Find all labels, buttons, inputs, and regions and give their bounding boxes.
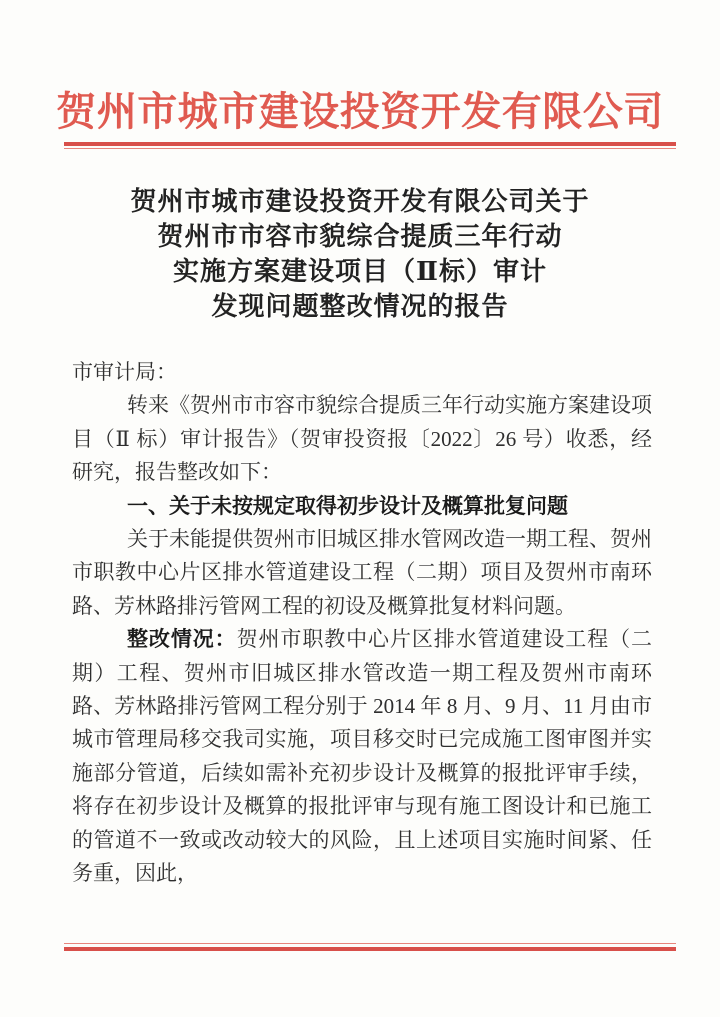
document-title — [30, 184, 690, 324]
letterhead-double-rule — [64, 142, 676, 149]
paragraph-lead-label: 整改情况： — [127, 628, 237, 652]
rule-thick-line — [64, 142, 676, 146]
document-body — [72, 356, 652, 891]
body-paragraph: 整改情况：贺州市职教中心片区排水管道建设工程（二期）工程、贺州市旧城区排水管改造一期工程及贺州市南环路、芳林路排污管网工程分别于 2014 年 8 月、9 月、11 月由市城市管理局移交我司实施，项目移交时已完成施工图审图并实施部分管道，后续如需补充初步设计及概算的报批评审手续，将存在初步设计及概算的报批评审与现有施工图设计和已施工的管道不一致或改动较大的风险，且上述项目实施时间紧、任务重，因此， — [72, 627, 653, 886]
salutation: 市审计局： — [72, 360, 177, 384]
body-paragraph: 转来《贺州市市容市貌综合提质三年行动实施方案建设项目（Ⅱ 标）审计报告》（贺审投资报〔2022〕26 号）收悉，经研究，报告整改如下： — [72, 393, 652, 485]
title-line-1: 贺州市城市建设投资开发有限公司关于 — [130, 187, 590, 216]
footer-double-rule — [64, 943, 676, 951]
title-line-2: 贺州市市容市貌综合提质三年行动 — [157, 222, 563, 251]
body-paragraph: 关于未能提供贺州市旧城区排水管网改造一期工程、贺州市职教中心片区排水管道建设工程（二期）项目及贺州市南环路、芳林路排污管网工程的初设及概算批复材料问题。 — [72, 527, 652, 618]
section-heading: 一、关于未按规定取得初步设计及概算批复问题 — [127, 494, 568, 518]
rule-thick-line — [64, 947, 676, 951]
title-line-4: 发现问题整改情况的报告 — [211, 292, 509, 321]
rule-thin-line — [64, 943, 676, 944]
rule-thin-line — [64, 148, 676, 149]
letterhead-org-name: 贺州市城市建设投资开发有限公司 — [56, 89, 664, 134]
title-line-3: 实施方案建设项目（Ⅱ标）审计 — [173, 257, 547, 286]
